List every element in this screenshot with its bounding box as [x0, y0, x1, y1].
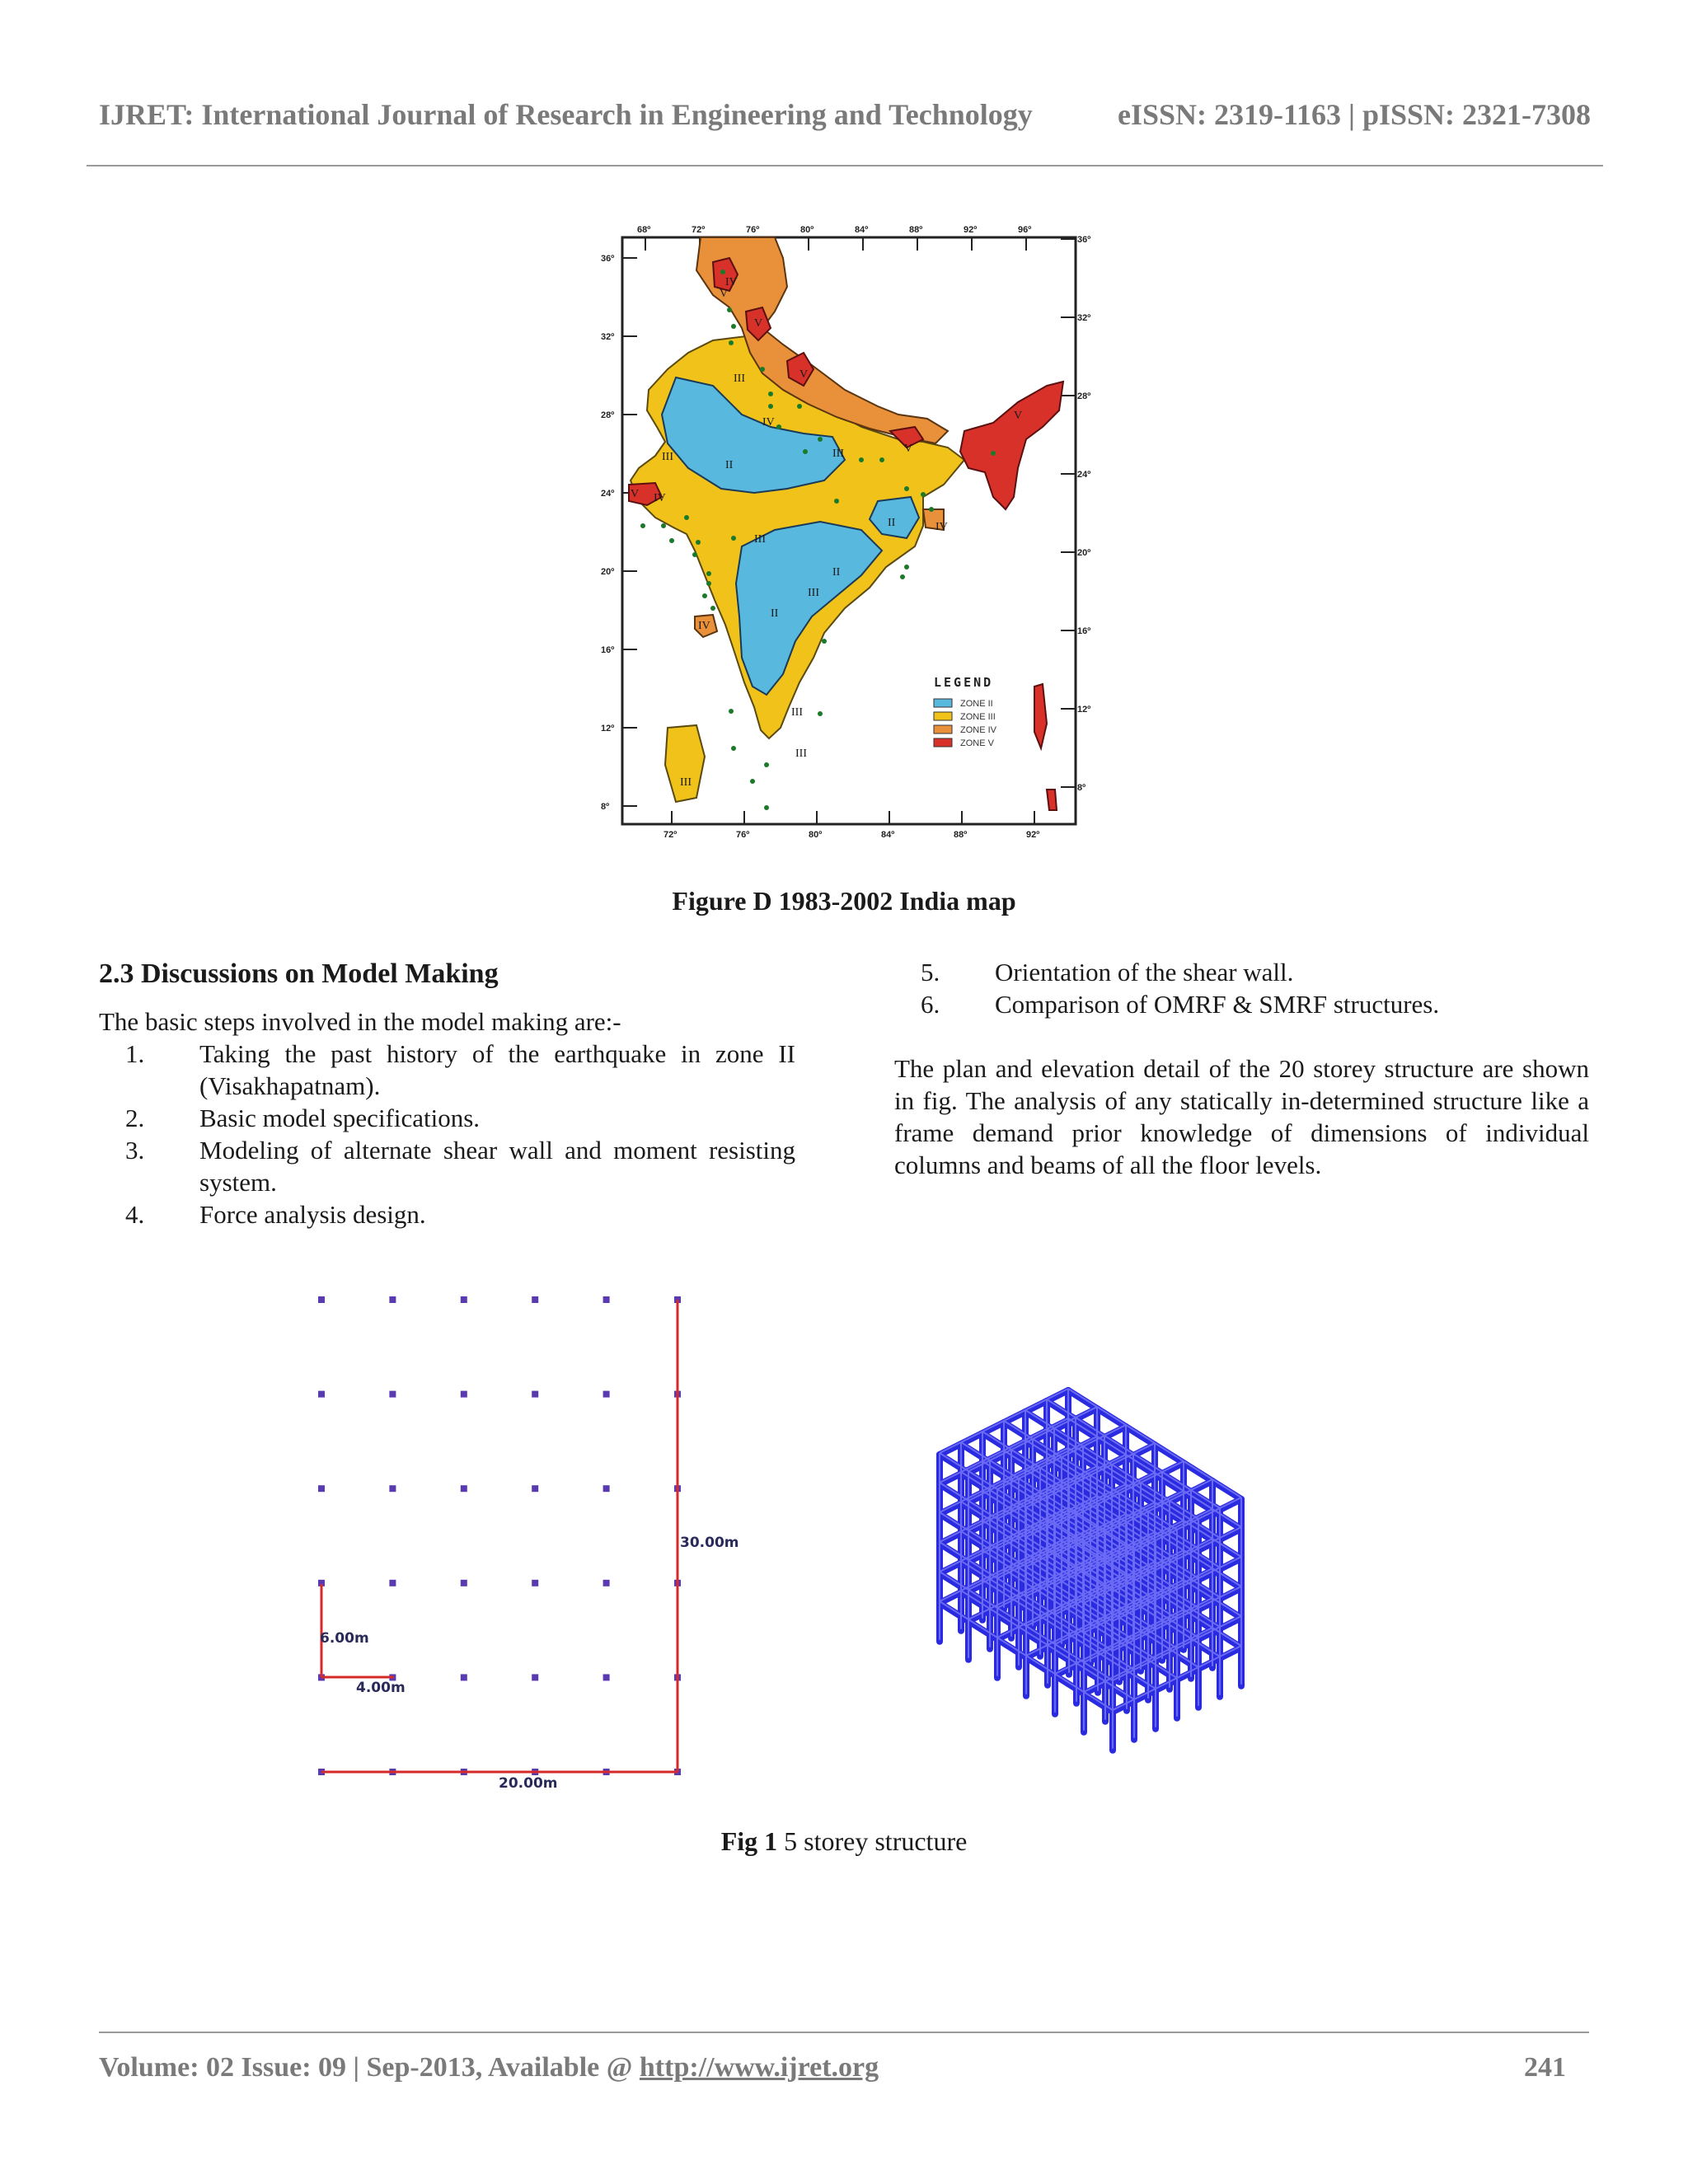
step-item: 3. Modeling of alternate shear wall and moment resisting system.: [125, 1136, 795, 1197]
longitude-label: 92º: [1026, 830, 1040, 839]
nicobar-islands: [1047, 790, 1057, 810]
svg-text:III: III: [754, 533, 766, 546]
svg-text:IV: IV: [654, 492, 666, 504]
latitude-label: 36º: [601, 254, 615, 264]
india-seismic-map: [598, 221, 1092, 839]
latitude-label: 20º: [1077, 548, 1091, 558]
intro-text: The basic steps involved in the model making are:-: [99, 1007, 621, 1036]
fig1-text: 5 storey structure: [777, 1826, 968, 1856]
svg-text:III: III: [791, 706, 803, 719]
figure-d-caption: Figure D 1983-2002 India map: [672, 886, 1016, 916]
svg-text:III: III: [680, 776, 692, 789]
latitude-label: 20º: [601, 567, 615, 577]
legend-swatch: [934, 738, 952, 747]
svg-text:IV: IV: [762, 416, 775, 429]
longitude-label: 84º: [855, 225, 869, 235]
column-node: [461, 1296, 467, 1303]
column-node: [532, 1580, 538, 1586]
latitude-label: 36º: [1077, 235, 1091, 245]
latitude-label: 28º: [601, 410, 615, 420]
longitude-label: 96º: [1018, 225, 1032, 235]
figure-1-caption: [0, 1826, 1688, 1857]
column-node: [603, 1485, 610, 1492]
step-item: 6. Comparison of OMRF & SMRF structures.: [921, 990, 1440, 1019]
column-node: [603, 1580, 610, 1586]
column-nodes: [318, 1296, 681, 1775]
structure-3d-figure: [865, 1269, 1385, 1797]
column-node: [603, 1391, 610, 1398]
header-rule: [87, 165, 1603, 166]
legend-label: ZONE V: [960, 738, 994, 748]
issn-numbers: eISSN: 2319-1163 | pISSN: 2321-7308: [1118, 98, 1591, 131]
longitude-label: 80º: [809, 830, 823, 839]
longitude-label: 76º: [746, 225, 760, 235]
svg-text:III: III: [832, 448, 844, 460]
svg-text:III: III: [734, 373, 745, 385]
column-node: [532, 1296, 538, 1303]
longitude-label: 84º: [881, 830, 895, 839]
svg-text:IV: IV: [935, 521, 948, 533]
longitude-label: 92º: [964, 225, 978, 235]
section-heading: 2.3 Discussions on Model Making: [99, 958, 499, 989]
page-number: 241: [1524, 2052, 1566, 2083]
column-node: [532, 1391, 538, 1398]
column-node: [461, 1674, 467, 1680]
latitude-label: 32º: [1077, 313, 1091, 323]
longitude-label: 88º: [954, 830, 968, 839]
step-item: 2. Basic model specifications.: [125, 1104, 481, 1132]
legend-swatch: [934, 725, 952, 733]
svg-text:V: V: [754, 317, 763, 330]
map-graphic: [598, 221, 1092, 839]
legend-label: ZONE III: [960, 712, 996, 722]
svg-text:III: III: [808, 587, 819, 599]
latitude-label: 8º: [1077, 783, 1086, 793]
plan-elevation-paragraph: The plan and elevation detail of the 20 storey structure are shown in fig. The analysis of any statically in-determined structure like a frame demand prior knowledge of dimensions of individual columns and beams of all the floor levels.: [894, 1054, 1589, 1179]
latitude-label: 16º: [601, 645, 615, 655]
left-column: [99, 956, 795, 1230]
step-item: 1. Taking the past history of the earthquake in zone II (Visakhapatnam).: [125, 1039, 795, 1100]
svg-text:II: II: [771, 607, 779, 620]
legend-swatch: [934, 699, 952, 707]
footer-rule: [99, 2032, 1589, 2033]
column-node: [389, 1485, 396, 1492]
longitude-label: 76º: [736, 830, 750, 839]
bay-width-label: 4.00m: [356, 1680, 406, 1696]
column-node: [603, 1296, 610, 1303]
latitude-label: 12º: [601, 724, 615, 733]
svg-text:V: V: [720, 288, 729, 300]
svg-text:II: II: [832, 566, 841, 579]
floor-plan-graphic: [305, 1282, 767, 1801]
journal-link[interactable]: http://www.ijret.org: [639, 2052, 879, 2083]
svg-text:V: V: [631, 488, 640, 500]
svg-text:IV: IV: [698, 620, 710, 632]
step-item: 5. Orientation of the shear wall.: [921, 958, 1294, 987]
svg-text:IV: IV: [725, 276, 738, 288]
svg-text:V: V: [904, 443, 913, 455]
svg-text:V: V: [799, 368, 809, 381]
latitude-label: 12º: [1077, 705, 1091, 715]
longitude-label: 68º: [637, 225, 651, 235]
structure-3d-graphic: [865, 1269, 1385, 1797]
latitude-label: 8º: [601, 802, 610, 812]
latitude-label: 28º: [1077, 391, 1091, 401]
column-node: [532, 1485, 538, 1492]
floor-plan-figure: [305, 1282, 767, 1801]
column-node: [603, 1674, 610, 1680]
right-column: [894, 956, 1589, 1181]
total-width-label: 20.00m: [499, 1775, 558, 1792]
longitude-label: 80º: [800, 225, 814, 235]
svg-text:II: II: [725, 459, 734, 471]
column-node: [461, 1580, 467, 1586]
column-node: [389, 1296, 396, 1303]
page-header: [99, 97, 1591, 138]
column-node: [461, 1485, 467, 1492]
column-node: [318, 1296, 325, 1303]
latitude-label: 16º: [1077, 626, 1091, 636]
footer-volume: Volume: 02 Issue: 09 | Sep-2013, Available @ http://www.ijret.org: [99, 2052, 879, 2083]
step-item: 4. Force analysis design.: [125, 1200, 426, 1229]
steps-list-left: [99, 1038, 795, 1230]
total-height-label: 30.00m: [680, 1535, 739, 1551]
legend-label: ZONE IV: [960, 725, 997, 735]
svg-text:II: II: [888, 517, 896, 529]
latitude-label: 32º: [601, 332, 615, 342]
svg-text:V: V: [1014, 410, 1023, 422]
legend-label: ZONE II: [960, 699, 993, 709]
bay-height-label: 6.00m: [320, 1630, 369, 1647]
latitude-label: 24º: [601, 489, 615, 499]
legend-title: LEGEND: [934, 675, 994, 690]
longitude-label: 88º: [909, 225, 923, 235]
legend-swatch: [934, 712, 952, 720]
column-node: [389, 1580, 396, 1586]
page-footer: [99, 2052, 1566, 2093]
column-node: [532, 1674, 538, 1680]
latitude-label: 24º: [1077, 470, 1091, 480]
column-node: [461, 1391, 467, 1398]
steps-list-right: [894, 956, 1589, 1020]
svg-text:III: III: [662, 451, 673, 463]
journal-title: IJRET: International Journal of Research in Engineering and Technology: [99, 98, 1033, 131]
column-node: [389, 1391, 396, 1398]
longitude-label: 72º: [692, 225, 706, 235]
longitude-label: 72º: [663, 830, 678, 839]
svg-text:III: III: [795, 748, 807, 760]
column-node: [318, 1485, 325, 1492]
fig1-label: Fig 1: [720, 1826, 778, 1856]
column-node: [318, 1391, 325, 1398]
